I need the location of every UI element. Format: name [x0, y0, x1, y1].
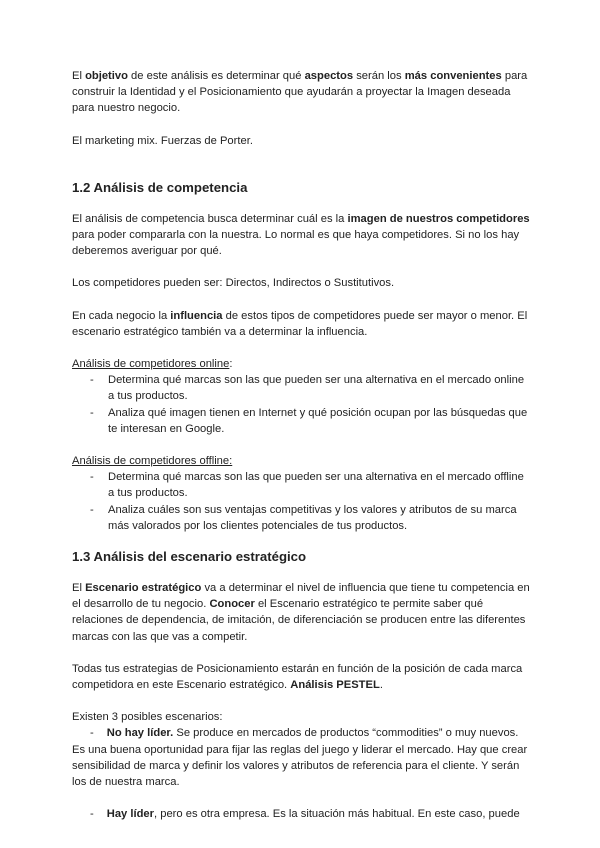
list-item: - Analiza qué imagen tienen en Internet y qué posición ocupan por las búsquedas que te interesan en Google. [90, 406, 528, 435]
document-body [72, 68, 532, 823]
offline-subtitle: Análisis de competidores offline: [72, 455, 233, 468]
intro-paragraph: El objetivo de este análisis es determinar qué aspectos serán los más convenientes para construir la Identidad y el Posicionamiento que ayudarán a proyectar la Imagen deseada para nuestro negocio. [72, 70, 528, 115]
scenario-no-leader: - No hay líder. Se produce en mercados de productos “commodities” o muy nuevos. Es una buena oportunidad para fijar las reglas del juego y liderar el mercado. Hay que crear sensibilidad de marca y definir los valores y atributos de referencia para el cliente. Y serán los de nuestra marca. [72, 727, 528, 789]
list-item: - Determina qué marcas son las que pueden ser una alternativa en el mercado online a tus productos. [90, 374, 525, 403]
online-subtitle: Análisis de competidores online: [72, 358, 233, 371]
influencia-paragraph: En cada negocio la influencia de estos tipos de competidores puede ser mayor o menor. El escenario estratégico también va a determinar la influencia. [72, 309, 528, 338]
section-heading-1-2: 1.2 Análisis de competencia [72, 179, 248, 195]
marketing-mix-paragraph: El marketing mix. Fuerzas de Porter. [72, 134, 253, 147]
scenario-leader: - Hay líder, pero es otra empresa. Es la situación más habitual. En este caso, puede [90, 808, 520, 821]
section-heading-1-3: 1.3 Análisis del escenario estratégico [72, 549, 307, 565]
competidores-tipos-paragraph: Los competidores pueden ser: Directos, Indirectos o Sustitutivos. [72, 277, 395, 290]
escenarios-intro: Existen 3 posibles escenarios: [72, 711, 223, 724]
posicionamiento-paragraph: Todas tus estrategias de Posicionamiento estarán en función de la posición de cada marca competidora en este Escenario estratégico. Análisis PESTEL. [72, 662, 523, 692]
list-item: - Analiza cuáles son sus ventajas competitivas y los valores y atributos de su marca más valorados por los clientes potenciales de tus productos. [90, 503, 517, 532]
list-item: - Determina qué marcas son las que pueden ser una alternativa en el mercado offline a tus productos. [90, 471, 524, 500]
competencia-paragraph: El análisis de competencia busca determinar cuál es la imagen de nuestros competidores para poder compararla con la nuestra. Lo normal es que haya competidores. Si no los hay deberemos averiguar por qué. [72, 212, 530, 258]
escenario-paragraph: El Escenario estratégico va a determinar el nivel de influencia que tiene tu competencia en el desarrollo de tu negocio. Conocer el Escenario estratégico te permite saber qué relaciones de dependencia, de imitación, de diferenciación se producen entre las diferentes marcas con las que vas a competir. [72, 582, 530, 643]
